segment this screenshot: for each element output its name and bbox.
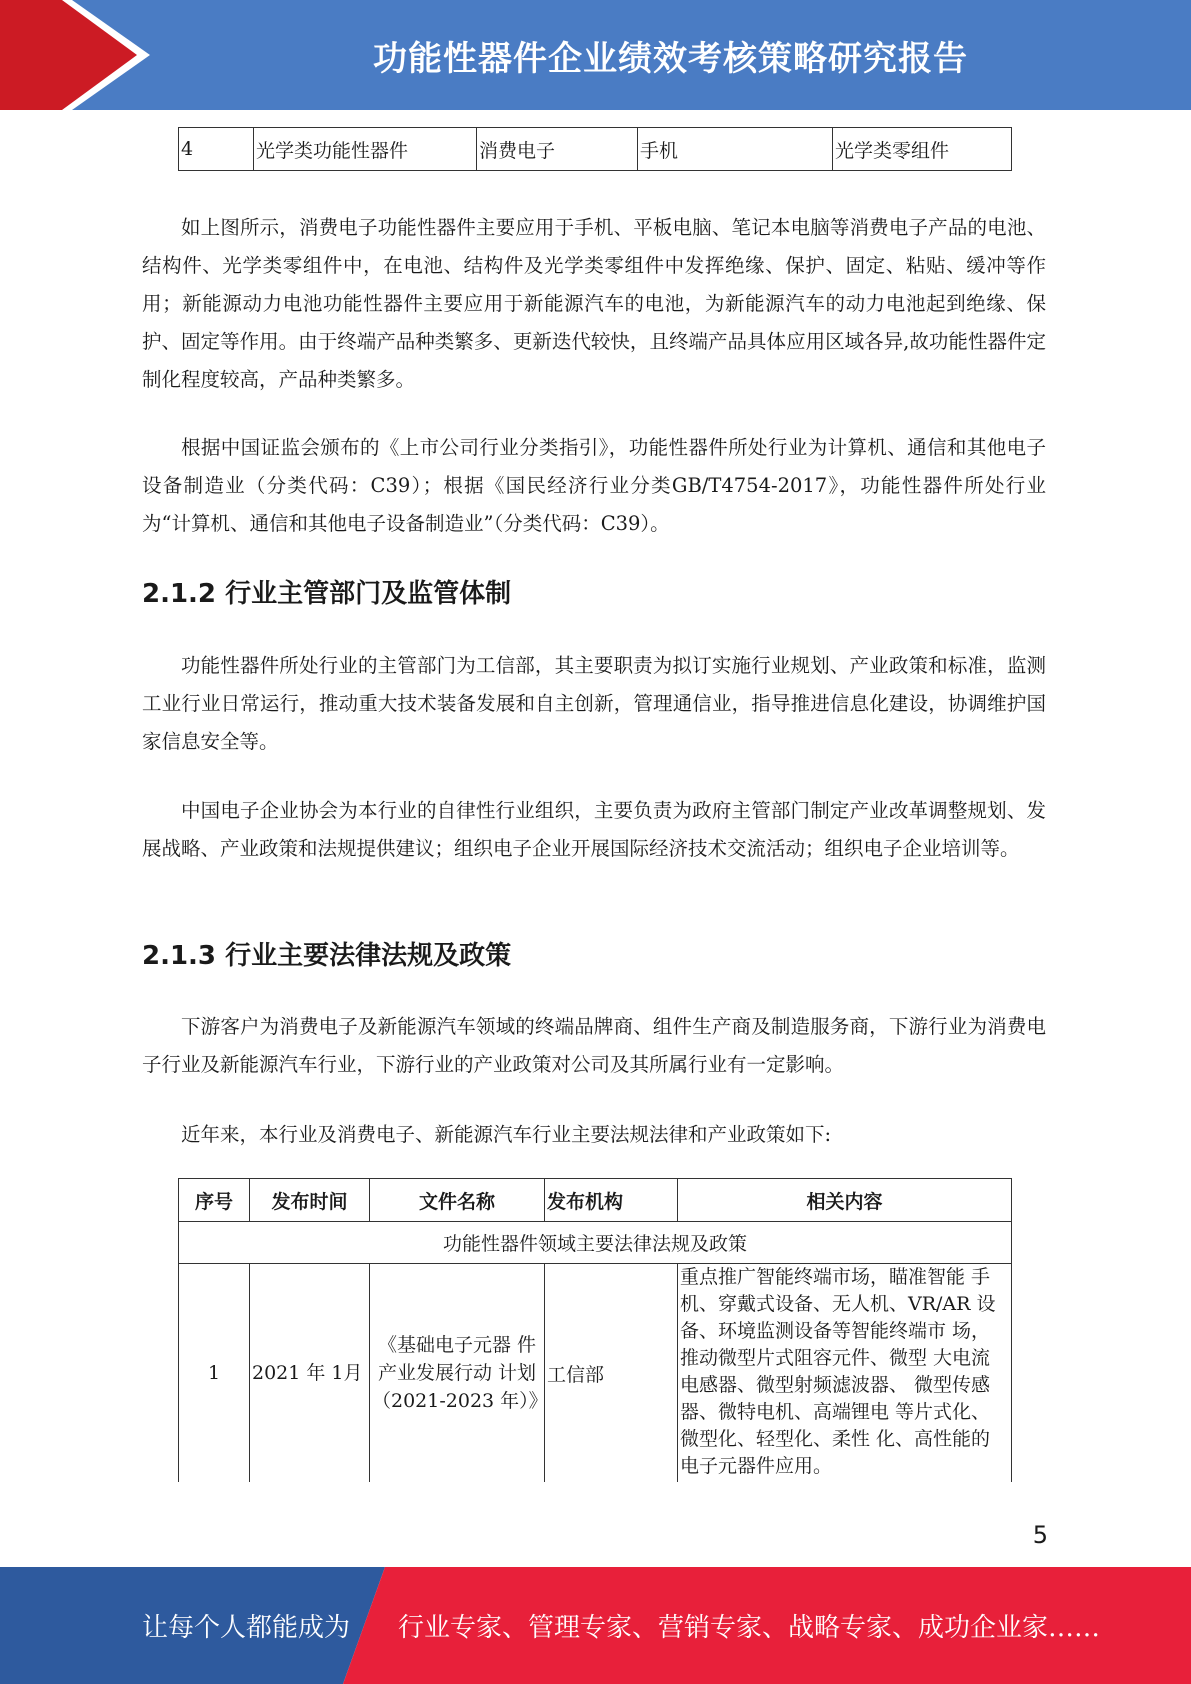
report-title: 功能性器件企业绩效考核策略研究报告 (373, 38, 968, 79)
paragraph: 根据中国证监会颁布的《上市公司行业分类指引》，功能性器件所处行业为计算机、通信和其他电子设备制造业（分类代码：C39）；根据《国民经济行业分类GB/T4754-2017》，功能性器件所处行业为“计算机、通信和其他电子设备制造业”（分类代码：C39）。 (142, 436, 1046, 535)
column-header: 发布时间 (250, 1179, 370, 1222)
footer-slogan-right: 行业专家、管理专家、营销专家、战略专家、成功企业家…… (398, 1613, 1101, 1643)
page-header (0, 0, 1191, 110)
table-cell: 手机 (638, 128, 833, 171)
product-table (178, 127, 1012, 171)
section-label: 功能性器件领域主要法律法规及政策 (179, 1222, 1012, 1264)
column-header: 发布机构 (545, 1179, 678, 1222)
footer-slogan-left: 让每个人都能成为 (142, 1613, 351, 1643)
cell-date: 2021 年 1月 (250, 1264, 370, 1483)
cell-number: 1 (179, 1264, 250, 1483)
paragraph: 功能性器件所处行业的主管部门为工信部，其主要职责为拟订实施行业规划、产业政策和标准，监测工业行业日常运行，推动重大技术装备发展和自主创新，管理通信业，指导推进信息化建设，协调维护国家信息安全等。 (142, 654, 1046, 753)
column-header: 相关内容 (678, 1179, 1012, 1222)
section-heading: 2.1.2 行业主管部门及监管体制 (142, 579, 512, 609)
policy-table (178, 1178, 1012, 1482)
cell-content: 重点推广智能终端市场，瞄准智能 手机、穿戴式设备、无人机、VR/AR 设备、环境监测设备等智能终端市 场，推动微型片式阻容元件、微型 大电流电感器、微型射频滤波器、 微型传感器、微特电机、高端锂电 等片式化、微型化、轻型化、柔性 化、高性能的电子元器件应用。 (678, 1264, 1012, 1483)
table-row (179, 128, 1012, 171)
table-cell: 光学类功能性器件 (254, 128, 477, 171)
table-header-row (179, 1179, 1012, 1222)
table-cell: 消费电子 (477, 128, 638, 171)
paragraph: 近年来，本行业及消费电子、新能源汽车行业主要法规法律和产业政策如下: (181, 1123, 832, 1146)
cell-document-name: 《基础电子元器 件产业发展行动 计划（2021-2023 年）》 (370, 1264, 545, 1483)
table-row (179, 1264, 1012, 1483)
header-arrow-decoration (0, 0, 210, 110)
table-section-row (179, 1222, 1012, 1264)
paragraph: 中国电子企业协会为本行业的自律性行业组织，主要负责为政府主管部门制定产业改革调整规划、发展战略、产业政策和法规提供建议；组织电子企业开展国际经济技术交流活动；组织电子企业培训等。 (142, 799, 1046, 860)
table-cell: 光学类零组件 (833, 128, 1012, 171)
paragraph: 下游客户为消费电子及新能源汽车领域的终端品牌商、组件生产商及制造服务商，下游行业为消费电子行业及新能源汽车行业，下游行业的产业政策对公司及其所属行业有一定影响。 (142, 1015, 1046, 1076)
column-header: 文件名称 (370, 1179, 545, 1222)
cell-organization: 工信部 (545, 1264, 678, 1483)
section-heading: 2.1.3 行业主要法律法规及政策 (142, 941, 512, 971)
column-header: 序号 (179, 1179, 250, 1222)
page-number: 5 (1032, 1521, 1048, 1549)
table-cell: 4 (179, 128, 254, 171)
paragraph: 如上图所示，消费电子功能性器件主要应用于手机、平板电脑、笔记本电脑等消费电子产品的电池、结构件、光学类零组件中，在电池、结构件及光学类零组件中发挥绝缘、保护、固定、粘贴、缓冲等作用；新能源动力电池功能性器件主要应用于新能源汽车的电池，为新能源汽车的动力电池起到绝缘、保护、固定等作用。由于终端产品种类繁多、更新迭代较快，且终端产品具体应用区域各异,故功能性器件定制化程度较高，产品种类繁多。 (142, 216, 1046, 391)
page-footer (0, 1567, 1191, 1684)
